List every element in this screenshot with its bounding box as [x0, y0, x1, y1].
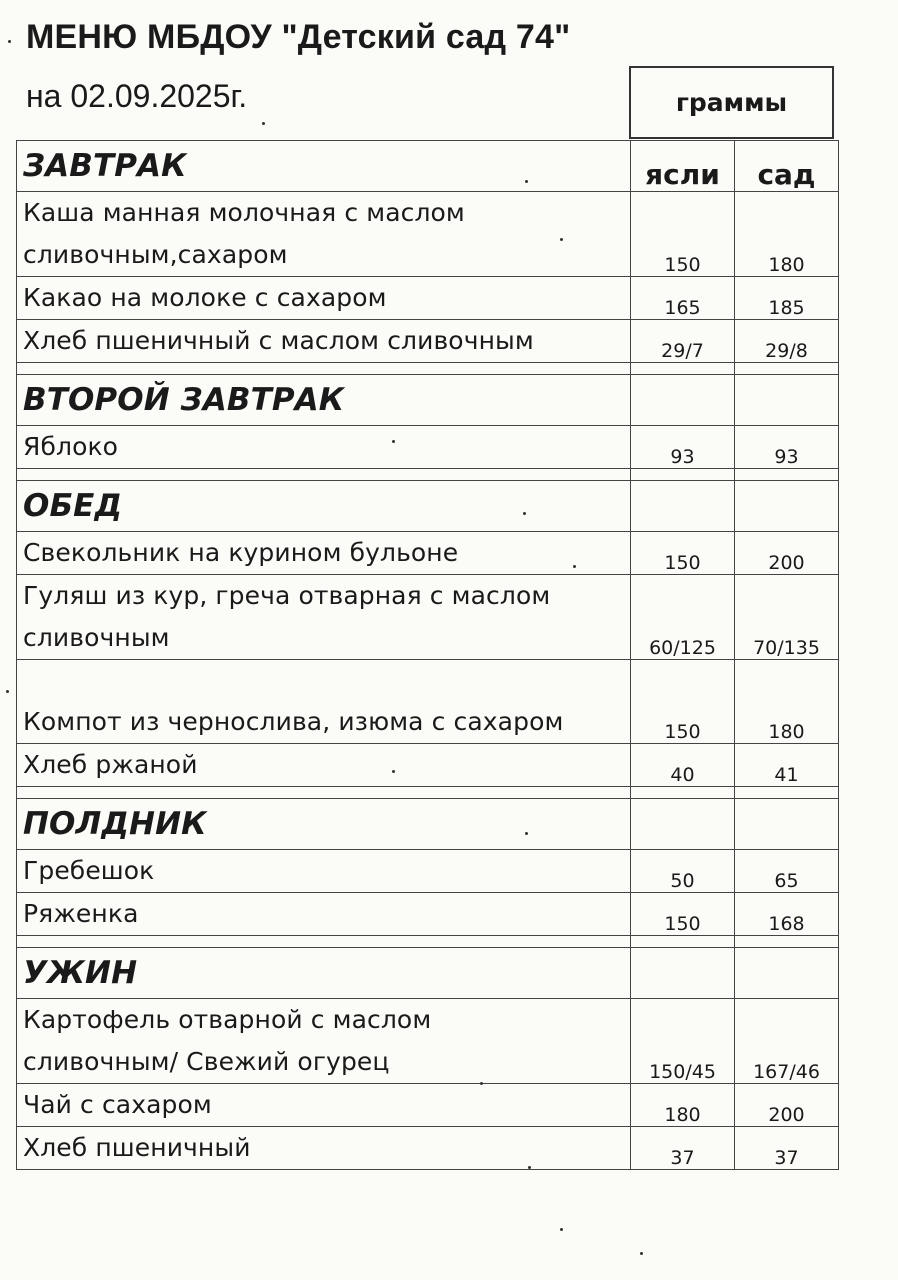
- menu-date: на 02.09.2025г.: [26, 78, 248, 114]
- grams-header: граммы: [629, 66, 834, 139]
- menu-row: [17, 277, 839, 320]
- dish-name: Хлеб пшеничный: [17, 1127, 631, 1170]
- separator-row: [17, 469, 839, 481]
- scan-speck: [523, 512, 526, 515]
- kindergarten-grams: 167/46: [735, 999, 839, 1084]
- scan-speck: [573, 565, 576, 568]
- dish-name: Яблоко: [17, 426, 631, 469]
- menu-row: [17, 850, 839, 893]
- section-second-breakfast: [17, 375, 839, 426]
- scan-speck: [8, 40, 11, 43]
- kindergarten-grams: 65: [735, 850, 839, 893]
- kindergarten-grams: 200: [735, 1084, 839, 1127]
- kindergarten-grams: 29/8: [735, 320, 839, 363]
- section-dinner: [17, 948, 839, 999]
- menu-row: [17, 192, 839, 277]
- separator-row: [17, 787, 839, 799]
- dish-name: Картофель отварной с маслом сливочным/ Свежий огурец: [17, 999, 631, 1084]
- nursery-grams: 180: [631, 1084, 735, 1127]
- scan-speck: [6, 690, 9, 693]
- menu-row: [17, 744, 839, 787]
- scan-speck: [480, 1082, 483, 1085]
- kindergarten-grams: 180: [735, 660, 839, 744]
- separator-row: [17, 363, 839, 375]
- nursery-grams: 165: [631, 277, 735, 320]
- section-title: ЗАВТРАК: [17, 141, 631, 192]
- dish-name: Гребешок: [17, 850, 631, 893]
- nursery-grams: 29/7: [631, 320, 735, 363]
- kindergarten-grams: 200: [735, 532, 839, 575]
- nursery-grams: 150: [631, 660, 735, 744]
- nursery-grams: 60/125: [631, 575, 735, 660]
- scan-speck: [392, 440, 395, 443]
- scan-speck: [392, 770, 395, 773]
- menu-row: [17, 660, 839, 744]
- page-title: МЕНЮ МБДОУ "Детский сад 74": [26, 18, 571, 56]
- dish-name: Хлеб пшеничный с маслом сливочным: [17, 320, 631, 363]
- nursery-grams: 40: [631, 744, 735, 787]
- nursery-grams: 150: [631, 893, 735, 936]
- kindergarten-column-header: сад: [735, 141, 839, 192]
- scan-speck: [640, 1252, 643, 1255]
- menu-row: [17, 320, 839, 363]
- scan-speck: [525, 180, 528, 183]
- menu-row: [17, 1084, 839, 1127]
- dish-name: Свекольник на курином бульоне: [17, 532, 631, 575]
- dish-name: Гуляш из кур, греча отварная с маслом сливочным: [17, 575, 631, 660]
- nursery-grams: 150/45: [631, 999, 735, 1084]
- dish-name: Хлеб ржаной: [17, 744, 631, 787]
- kindergarten-grams: 180: [735, 192, 839, 277]
- nursery-grams: 150: [631, 532, 735, 575]
- separator-row: [17, 936, 839, 948]
- nursery-column-header: ясли: [631, 141, 735, 192]
- section-snack: [17, 799, 839, 850]
- menu-row: [17, 532, 839, 575]
- menu-row: [17, 893, 839, 936]
- scan-speck: [528, 1166, 531, 1169]
- menu-row: [17, 1127, 839, 1170]
- section-lunch: [17, 481, 839, 532]
- section-title: УЖИН: [17, 948, 631, 999]
- nursery-grams: 150: [631, 192, 735, 277]
- scan-speck: [560, 238, 563, 241]
- nursery-grams: 37: [631, 1127, 735, 1170]
- menu-row: [17, 575, 839, 660]
- dish-name: Какао на молоке с сахаром: [17, 277, 631, 320]
- kindergarten-grams: 185: [735, 277, 839, 320]
- menu-table: [16, 140, 839, 1170]
- scan-speck: [262, 122, 265, 125]
- kindergarten-grams: 41: [735, 744, 839, 787]
- menu-row: [17, 426, 839, 469]
- kindergarten-grams: 168: [735, 893, 839, 936]
- kindergarten-grams: 93: [735, 426, 839, 469]
- scan-speck: [525, 832, 528, 835]
- dish-name: Ряженка: [17, 893, 631, 936]
- section-title: ВТОРОЙ ЗАВТРАК: [17, 375, 631, 426]
- menu-row: [17, 999, 839, 1084]
- nursery-grams: 93: [631, 426, 735, 469]
- dish-name: Каша манная молочная с маслом сливочным,сахаром: [17, 192, 631, 277]
- kindergarten-grams: 70/135: [735, 575, 839, 660]
- scan-speck: [560, 1228, 563, 1231]
- section-title: ПОЛДНИК: [17, 799, 631, 850]
- dish-name: Компот из чернослива, изюма с сахаром: [17, 660, 631, 744]
- kindergarten-grams: 37: [735, 1127, 839, 1170]
- section-breakfast: [17, 141, 839, 192]
- section-title: ОБЕД: [17, 481, 631, 532]
- dish-name: Чай с сахаром: [17, 1084, 631, 1127]
- nursery-grams: 50: [631, 850, 735, 893]
